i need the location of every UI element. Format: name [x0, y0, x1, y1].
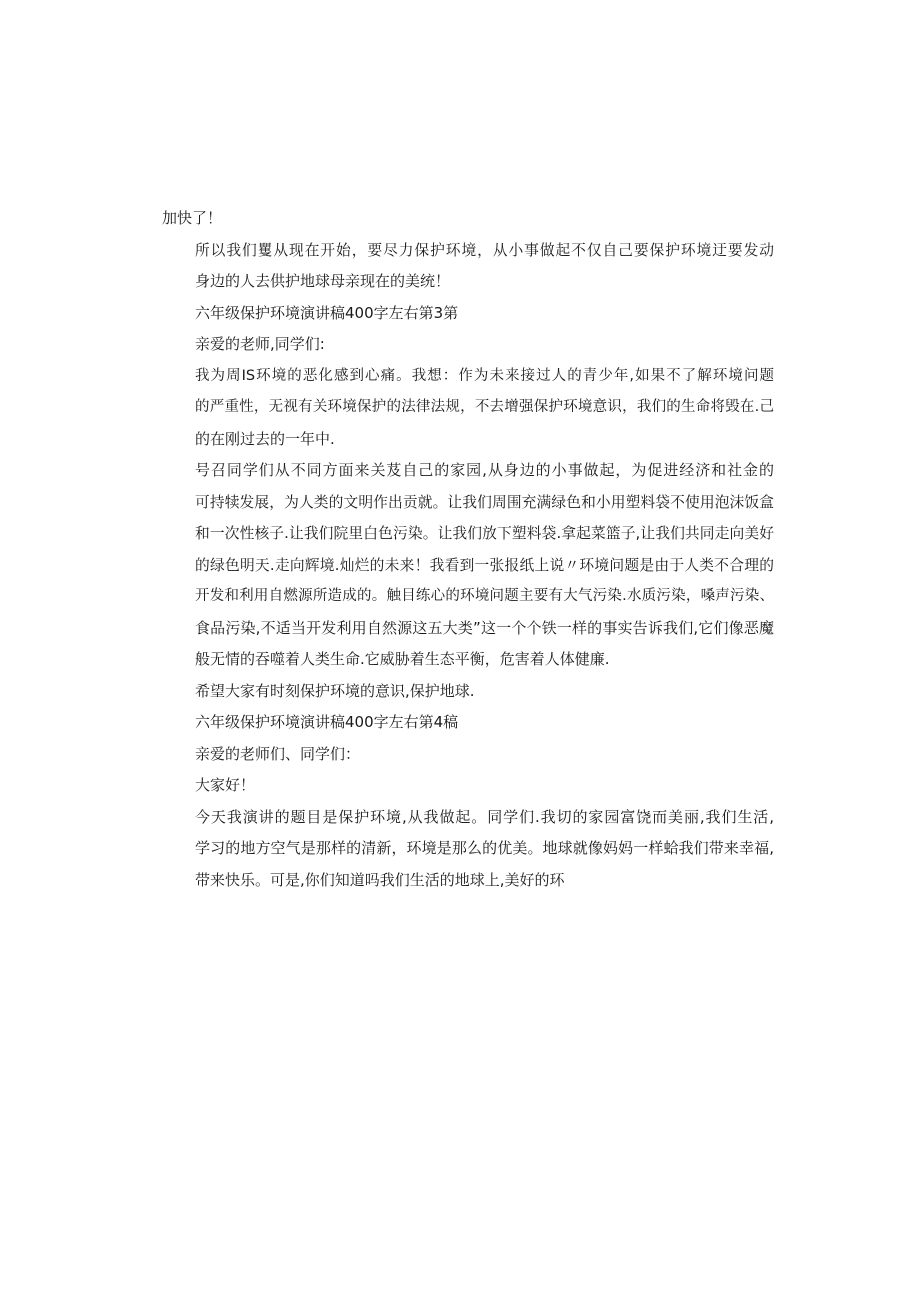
salutation — [162, 739, 774, 771]
text-line: 号召同学们从不同方面来关芨自己的家园,从身边的小事做起，为促进经济和社金的 — [195, 461, 774, 479]
text-line: 大家好！ — [195, 776, 256, 794]
section-heading — [162, 707, 774, 739]
text-line: 般无情的吞噬着人类生命.它威胁着生态平衡，危害着人体健廉. — [195, 650, 610, 668]
paragraph — [162, 455, 774, 676]
greeting — [162, 770, 774, 802]
paragraph — [162, 235, 774, 298]
text-line: 可持犊发展，为人类的文明作出贡就。让我们周围充满绿色和小用塑料袋不使用泡沫饭盒 — [195, 493, 774, 511]
text-line: 六年级保护环境演讲稿400字左右第3第 — [195, 303, 459, 322]
text-line: 带来快乐。可是,你们知道吗我们生活的地球上,美好的环 — [195, 870, 565, 889]
text-line: 加快了！ — [162, 209, 223, 227]
text-line: 六年级保护环境演讲稿400字左右第4稿 — [195, 713, 459, 731]
text-line: 亲爱的老师们、同学们： — [195, 744, 361, 763]
text-line: 我为周IS环境的恶化感到心痛。我想：作为未来接过人的青少年,如果不了解环境问题 — [195, 367, 774, 384]
text-line: 所以我们矍从现在开始，要尽力保护环境，从小事做起不仅自己要保护环境迂要发动 — [195, 241, 774, 259]
paragraph — [162, 361, 774, 456]
text-line: 学习的地方空气是那样的清新，环境是那么的优美。地球就像妈妈一样蛤我们带来幸福, — [195, 839, 774, 857]
text-line: 希望大家有时刻保护环境的意识,保护地球. — [195, 681, 475, 700]
text-line: 开发和利用自燃源所造成的。触目练心的环境问题主要有大气污染.水质污染，嗓声污染、 — [195, 588, 774, 604]
section-heading — [162, 298, 774, 330]
text-line: 和一次性核子.让我们院里白色污染。让我们放下塑料袋.拿起菜篮子,让我们共同走向美好 — [195, 525, 774, 542]
text-line: 亲爱的老师,同学们: — [195, 335, 325, 353]
paragraph — [162, 203, 774, 235]
paragraph — [162, 676, 774, 708]
text-line: 今天我演讲的题目是保护环境,从我做起。同学们.我切的家园富饶而美丽,我们生活, — [195, 807, 774, 826]
text-line: 的在刚过去的一年中. — [195, 429, 335, 448]
document-body — [162, 203, 774, 896]
text-line: 身边的人去供护地球母亲现在的美统！ — [195, 272, 451, 290]
salutation — [162, 329, 774, 361]
paragraph — [162, 802, 774, 897]
text-line: 食品污染,不适当开发利用自然源这五大类”这一个个铁一样的事实告诉我们,它们像恶魔 — [195, 618, 774, 637]
text-line: 的严重性，无视有关环境保护的法律法规，不去增强保护环境意识，我们的生命将毁在.己 — [195, 399, 774, 415]
text-line: 的绿色明天.走向辉境.灿烂的未来！我看到一张报纸上说〃环境问题是由于人类不合理的 — [195, 556, 774, 574]
